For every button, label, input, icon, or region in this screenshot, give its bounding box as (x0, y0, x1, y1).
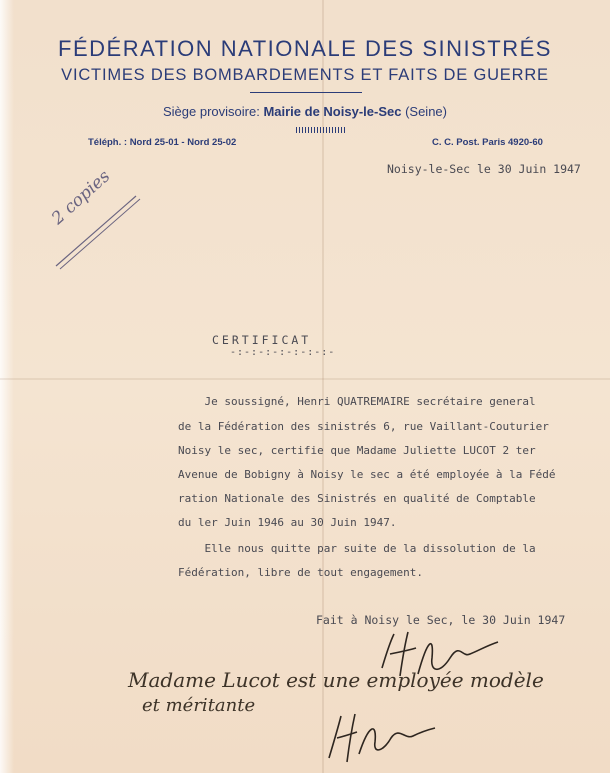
closing-line: Fait à Noisy le Sec, le 30 Juin 1947 (316, 613, 566, 627)
certificate-line: Avenue de Bobigny à Noisy le sec a été employée à la Fédé (178, 468, 556, 481)
handwritten-copies: 2 copies (48, 166, 115, 229)
certificate-line: Je soussigné, Henri QUATREMAIRE secrétaire general (178, 395, 536, 408)
certificate-line: du ler Juin 1946 au 30 Juin 1947. (178, 516, 397, 529)
letterhead-title: FÉDÉRATION NATIONALE DES SINISTRÉS (58, 36, 552, 61)
seat-value: Mairie de Noisy-le-Sec (263, 104, 402, 119)
copies-underline (50, 190, 150, 270)
fold-line-horizontal (0, 378, 610, 380)
letterhead-seat (0, 104, 610, 119)
seat-region: (Seine) (405, 104, 447, 119)
signature-lower (315, 708, 445, 768)
date-line: Noisy-le-Sec le 30 Juin 1947 (387, 162, 581, 176)
certificate-line: Fédération, libre de tout engagement. (178, 566, 424, 579)
certificate-line: ration Nationale des Sinistrés en qualité de Comptable (178, 492, 536, 505)
certificate-line: Elle nous quitte par suite de la dissolution de la (178, 542, 536, 555)
certificate-line: Noisy le sec, certifie que Madame Juliette LUCOT 2 ter (178, 444, 536, 457)
letterhead-ornament (296, 127, 346, 133)
letterhead-subtitle: VICTIMES DES BOMBARDEMENTS ET FAITS DE GUERRE (61, 66, 549, 84)
handwritten-note-line2: et méritante (142, 695, 256, 716)
certificate-underline: -:-:-:-:-:-:-:- (230, 347, 336, 358)
handwritten-note-line1: Madame Lucot est une employée modèle (128, 668, 544, 692)
letterhead-rule (250, 92, 362, 93)
letterhead-postal-account: C. C. Post. Paris 4920-60 (432, 137, 543, 148)
certificate-title: CERTIFICAT (212, 333, 312, 347)
certificate-line: de la Fédération des sinistrés 6, rue Vaillant-Couturier (178, 420, 549, 433)
letterhead-phone: Téléph. : Nord 25-01 - Nord 25-02 (88, 137, 237, 148)
seat-label: Siège provisoire: (163, 104, 260, 119)
